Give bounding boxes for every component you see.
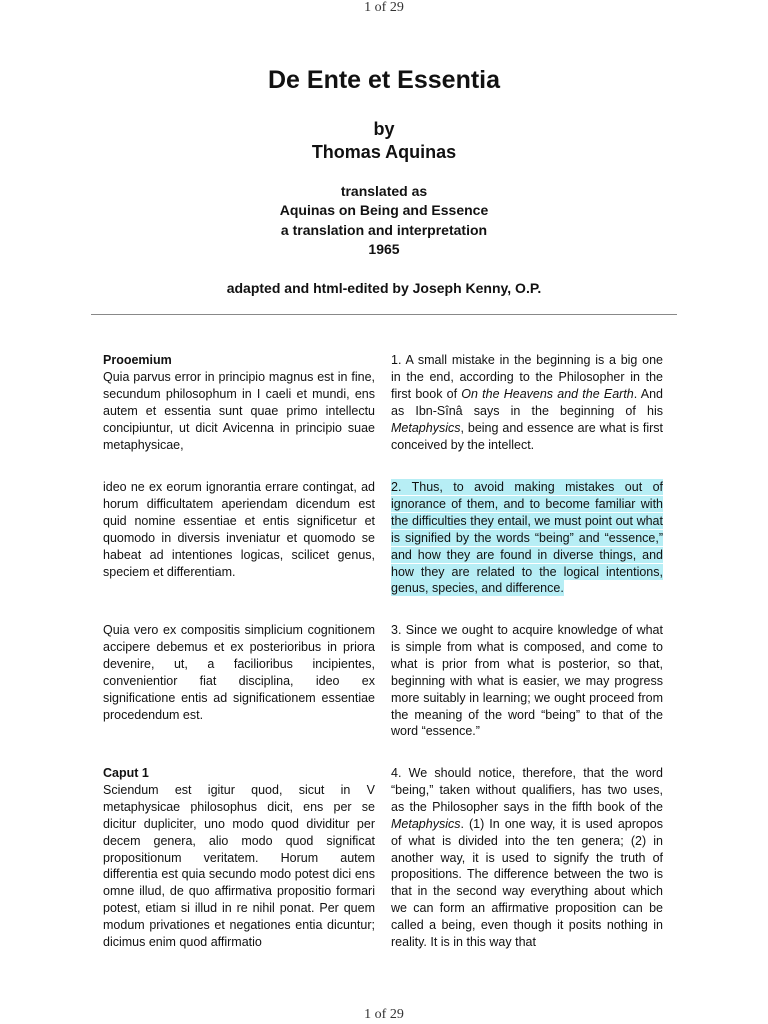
english-text-4b: . (1) In one way, it is used apropos of what is divided into the ten genera; (2) in another way, it is used to signify the truth of propositions. The difference between the two is that in the second way everything about which we can form an affirmative proposition can be called a being, even though it posits nothing in reality. It is in this way that bbox=[391, 816, 663, 949]
latin-text-1: Quia parvus error in principio magnus est in fine, secundum philosophum in I caeli et mundi, ens autem et essentia sunt quae primo intellectu concipiuntur, ut dicit Avicenna in principio suae metaphysicae, bbox=[103, 369, 375, 452]
english-paragraph-2[interactable] bbox=[391, 479, 663, 597]
english-text-4a: 4. We should notice, therefore, that the word “being,” taken without qualifiers, has two uses, as the Philosopher says in the fifth book of the bbox=[391, 766, 663, 814]
english-paragraph-3 bbox=[391, 622, 663, 740]
caput-heading: Caput 1 bbox=[103, 766, 149, 780]
latin-paragraph-1 bbox=[103, 352, 375, 453]
adapted-credit: adapted and html-edited by Joseph Kenny, O.P. bbox=[226, 280, 542, 296]
latin-text-4: Sciendum est igitur quod, sicut in V metaphysicae philosophus dicit, ens per se dicitur dupliciter, uno modo quod dividitur per decem genera, alio modo quod significat propositionum veritatem. Horum autem differentia est quia secundo modo potest dici ens omne illud, de quo affirmativa propositio formari potest, etiam si illud in re nihil ponat. Per quem modum privationes et negationes entia dicuntur; dicimus enim quod affirmatio bbox=[103, 782, 375, 949]
english-text-3: 3. Since we ought to acquire knowledge of what is simple from what is composed, and come to what is prior from what is posterior, so that, beginning with what is easier, we may progress more suitably in learning; we ought proceed from the meaning of the word “being” to that of the word “essence.” bbox=[391, 623, 663, 739]
page-counter-top: 1 of 29 bbox=[364, 0, 404, 15]
prooemium-heading: Prooemium bbox=[103, 353, 172, 367]
author-name: Thomas Aquinas bbox=[311, 142, 457, 162]
translated-as-label: translated as bbox=[340, 183, 428, 199]
page-counter-bottom: 1 of 29 bbox=[364, 1007, 404, 1022]
latin-paragraph-2 bbox=[103, 479, 375, 580]
page-title: De Ente et Essentia bbox=[267, 66, 501, 94]
english-italic-1a: On the Heavens and the Earth bbox=[461, 386, 634, 401]
highlighted-text[interactable]: 2. Thus, to avoid making mistakes out of ignorance of them, and to become familiar with the difficulties they entail, we must point out what is signified by the words “being” and “essence,” and how they are found in diverse things, and how they are related to the logical intentions, genus, species, and difference. bbox=[391, 480, 663, 596]
english-text-1c: , being and essence are what is first conceived by the intellect. bbox=[391, 420, 663, 452]
latin-text-2: ideo ne ex eorum ignorantia errare contingat, ad horum difficultatem aperiendam dicendum est quid nomine essentiae et entis significetur et quomodo in diversis inveniatur et quomodo se habeat ad intentiones logicas, scilicet genus, speciem et differentiam. bbox=[103, 480, 375, 579]
translation-year: 1965 bbox=[368, 240, 400, 257]
english-text-1b: . And as Ibn-Sînâ says in the beginning of his bbox=[391, 386, 663, 418]
by-label: by bbox=[373, 119, 395, 139]
latin-text-3: Quia vero ex compositis simplicium cognitionem accipere debemus et ex posterioribus in priora devenire, ut, a facilioribus incipientes, convenientior fiat disciplina, ideo ex significatione entis ad significationem essentiae procedendum est. bbox=[103, 623, 375, 722]
horizontal-divider bbox=[91, 314, 677, 315]
latin-paragraph-4 bbox=[103, 765, 375, 949]
byline bbox=[0, 118, 768, 164]
english-italic-4a: Metaphysics bbox=[391, 816, 461, 831]
english-italic-1b: Metaphysics bbox=[391, 420, 461, 435]
english-text-1a: 1. A small mistake in the beginning is a big one in the end, according to the Philosopher in the first book of bbox=[391, 353, 663, 401]
latin-paragraph-3 bbox=[103, 622, 375, 723]
english-paragraph-1 bbox=[391, 352, 663, 453]
translation-info bbox=[0, 182, 768, 259]
translation-subtitle: a translation and interpretation bbox=[280, 221, 488, 238]
english-paragraph-4 bbox=[391, 765, 663, 949]
translation-title: Aquinas on Being and Essence bbox=[279, 202, 489, 219]
